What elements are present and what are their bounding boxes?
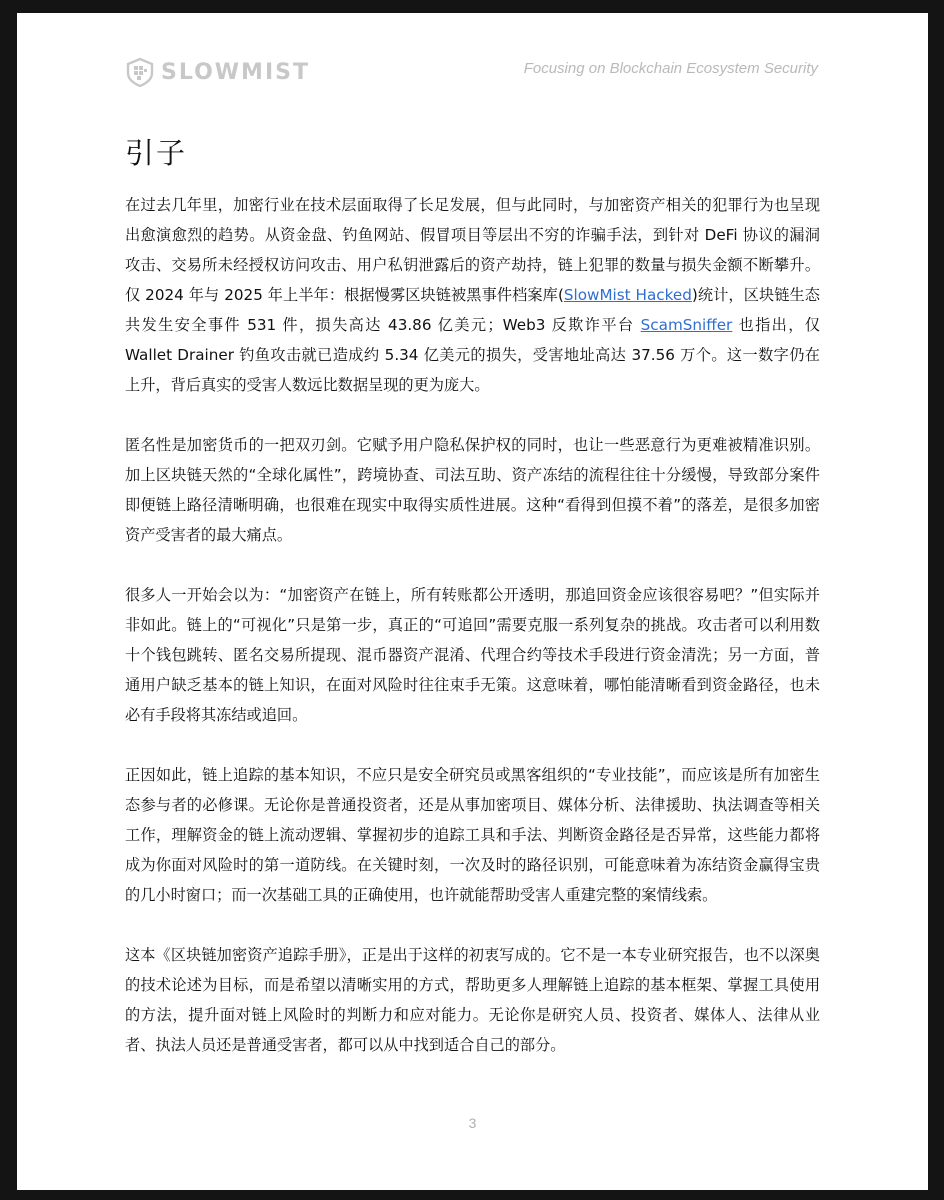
paragraph-1-text-b: )统计，区块链生态共发生安全事件 531 件，损失高达 43.86 亿美元；Web3 反欺诈平台	[125, 286, 820, 334]
paragraph-1-text-c: 也指出，仅 Wallet Drainer 钓鱼攻击就已造成约 5.34 亿美元的损失，受害地址高达 37.56 万个。这一数字仍在上升，背后真实的受害人数远比数据呈现的更为庞大。	[125, 316, 820, 394]
page-number: 3	[468, 1115, 477, 1131]
page-header	[17, 13, 928, 123]
paragraph-5: 这本《区块链加密资产追踪手册》，正是出于这样的初衷写成的。它不是一本专业研究报告，也不以深奥的技术论述为目标，而是希望以清晰实用的方式，帮助更多人理解链上追踪的基本框架、掌握工具使用的方法，提升面对链上风险时的判断力和应对能力。无论你是研究人员、投资者、媒体人、法律从业者、执法人员还是普通受害者，都可以从中找到适合自己的部分。	[125, 946, 820, 1054]
paragraph-2: 匿名性是加密货币的一把双刃剑。它赋予用户隐私保护权的同时，也让一些恶意行为更难被精准识别。加上区块链天然的“全球化属性”，跨境协查、司法互助、资产冻结的流程往往十分缓慢，导致部分案件即便链上路径清晰明确，也很难在现实中取得实质性进展。这种“看得到但摸不着”的落差，是很多加密资产受害者的最大痛点。	[125, 436, 820, 544]
header-tagline: Focusing on Blockchain Ecosystem Security	[523, 60, 818, 77]
slowmist-emblem-icon	[125, 57, 155, 87]
paragraph-4: 正因如此，链上追踪的基本知识，不应只是安全研究员或黑客组织的“专业技能”，而应该是所有加密生态参与者的必修课。无论你是普通投资者，还是从事加密项目、媒体分析、法律援助、执法调查等相关工作，理解资金的链上流动逻辑、掌握初步的追踪工具和手法、判断资金路径是否异常，这些能力都将成为你面对风险时的第一道防线。在关键时刻，一次及时的路径识别，可能意味着为冻结资金赢得宝贵的几小时窗口；而一次基础工具的正确使用，也许就能帮助受害人重建完整的案情线索。	[125, 766, 820, 904]
slowmist-hacked-link[interactable]: SlowMist Hacked	[563, 286, 692, 304]
paragraph-3: 很多人一开始会以为：“加密资产在链上，所有转账都公开透明，那追回资金应该很容易吧？”但实际并非如此。链上的“可视化”只是第一步，真正的“可追回”需要克服一系列复杂的挑战。攻击者可以利用数十个钱包跳转、匿名交易所提现、混币器资产混淆、代理合约等技术手段进行资金清洗；另一方面，普通用户缺乏基本的链上知识，在面对风险时往往束手无策。这意味着，哪怕能清晰看到资金路径，也未必有手段将其冻结或追回。	[125, 586, 820, 724]
scamsniffer-link[interactable]: ScamSniffer	[640, 316, 733, 334]
logo-wordmark: SLOWMIST	[161, 59, 310, 85]
body-text	[125, 190, 820, 1090]
slowmist-logo	[125, 55, 310, 89]
paragraph-1	[125, 190, 820, 400]
paragraph-1-text-a: 在过去几年里，加密行业在技术层面取得了长足发展，但与此同时，与加密资产相关的犯罪行为也呈现出愈演愈烈的趋势。从资金盘、钓鱼网站、假冒项目等层出不穷的诈骗手法，到针对 DeFi 协议的漏洞攻击、交易所未经授权访问攻击、用户私钥泄露后的资产劫持，链上犯罪的数量与损失金额不断攀升。仅 2024 年与 2025 年上半年：根据慢雾区块链被黑事件档案库(	[125, 196, 820, 304]
document-page	[17, 13, 928, 1190]
section-title: 引子	[125, 136, 188, 170]
